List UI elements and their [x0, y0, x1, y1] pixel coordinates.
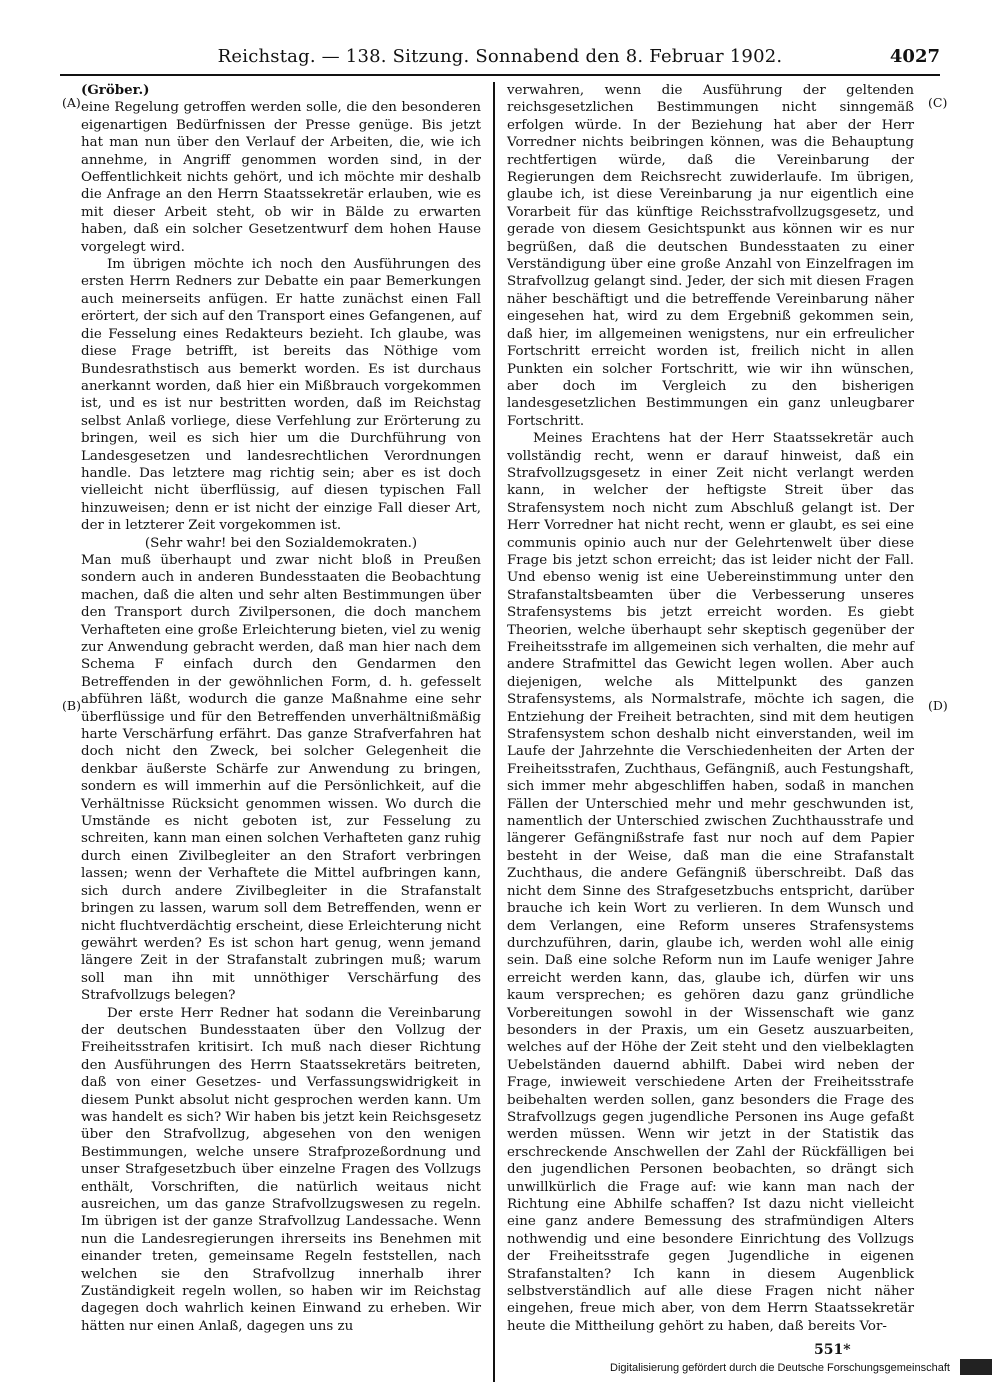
speaker-name: (Gröber.) [81, 82, 150, 98]
paragraph: Man muß überhaupt und zwar nicht bloß in Preußen sondern auch in anderen Bundesstaaten die Beobachtung machen, daß die alten und sehr alten Bestimmungen über den Transport durch Zivilpersonen, die doch manchem Verhafteten eine große Erleichterung bieten, viel zu wenig zur Anwendung gebracht werden, daß man hier nach dem Schema F einfach durch den Gendarmen den Betreffenden in der gewöhnlichen Form, d. h. gefesselt abführen läßt, wodurch die ganze Maßnahme eine sehr überflüssige und für den Betreffenden unverhältnißmäßig harte Verschärfung erfährt. Das ganze Strafverfahren hat doch nicht den Zweck, bei solcher Gelegenheit die denkbar äußerste Schärfe zur Anwendung zu bringen, sondern es will immerhin auf die Persönlichkeit, auf die Verhältnisse Rücksicht genommen wissen. Wo durch die Umstände es nicht geboten ist, zur Fesselung zu schreiten, kann man einen solchen Verhafteten ganz ruhig durch einen Zivilbegleiter an den Strafort verbringen lassen; wenn der Verhaftete die Mittel aufbringen kann, sich durch andere Zivilbegleiter in die Strafanstalt bringen zu lassen, warum soll dem Betreffenden, wenn er nicht fluchtverdächtig erscheint, diese Erleichterung nicht gewährt werden? Es ist schon hart genug, wenn jemand längere Zeit in der Strafanstalt zubringen muß; warum soll man ihn mit unnöthiger Verschärfung des Strafvollzugs belegen? [81, 552, 481, 1004]
margin-marker-d: (D) [928, 698, 948, 713]
paragraph: Meines Erachtens hat der Herr Staatssekretär auch vollständig recht, wenn er darauf hinweist, daß ein Strafvollzugsgesetz in einer Zeit nicht verlangt werden kann, in welcher der heftigste Streit über das Strafensystem noch nicht zum Abschluß gelangt ist. Der Herr Vorredner hat nicht recht, wenn er glaubt, es sei eine communis opinio auch nur der Gelehrtenwelt über diese Frage bis jetzt schon erreicht; das ist leider nicht der Fall. Und ebenso wenig ist eine Uebereinstimmung unter den Strafanstaltsbeamten über die Verbesserung unseres Strafensystems bis jetzt erreicht worden. Es giebt Theorien, welche überhaupt sehr skeptisch gegenüber der Freiheitsstrafe im allgemeinen sich verhalten, die mehr auf andere Strafmittel das Gewicht legen wollen. Aber auch diejenigen, welche als Mittelpunkt des ganzen Strafensystems, als Normalstrafe, möchte ich sagen, die Entziehung der Freiheit betrachten, sind mit dem heutigen Strafensystem schon deshalb nicht einverstanden, weil im Laufe der Jahrzehnte die Verschiedenheiten der Arten der Freiheitsstrafen, Zuchthaus, Gefängniß, auch Festungshaft, sich immer mehr abgeschliffen haben, sodaß in manchen Fällen der Unterschied mehr und mehr geschwunden ist, namentlich der Unterschied zwischen Zuchthausstrafe und längerer Gefängnißstrafe fast nur noch auf dem Papier besteht in der Weise, daß man die eine Strafanstalt Zuchthaus, die andere Gefängniß überschreibt. Daß das nicht dem Sinne des Strafgesetzbuchs entspricht, darüber brauche ich kein Wort zu verlieren. In dem Wunsch und dem Verlangen, eine Reform unseres Strafensystems durchzuführen, darin, glaube ich, werden wohl alle einig sein. Daß eine solche Reform nun im Laufe weniger Jahre erreicht werden kann, das, glaube ich, dürfen wir uns kaum versprechen; es gehören dazu ganz gründliche Vorbereitungen sowohl in der Wissenschaft wie ganz besonders in der Praxis, um ein Gesetz auszuarbeiten, welches auf der Höhe der Zeit steht und den vielbeklagten Uebelständen dauernd abhilft. Dabei wird neben der Frage, inwieweit verschiedene Arten der Freiheitsstrafe beibehalten werden sollen, ganz besonders die Frage des Strafvollzugs gegen jugendliche Personen ins Auge gefaßt werden müssen. Wenn wir jetzt in der Statistik das erschreckende Anschwellen der Zahl der Rückfälligen bei den jugendlichen Personen beobachten, so drängt sich unwillkürlich die Frage auf: wie kann man nach der Richtung eine Abhilfe schaffen? Ist dazu nicht vielleicht eine ganz andere Bemessung des strafmündigen Alters nothwendig und eine besondere Einrichtung des Vollzugs der Freiheitsstrafe gegen Jugendliche in eigenen Strafanstalten? Ich kann in diesem Augenblick selbstverständlich auf alle diese Fragen nicht näher eingehen, freue mich aber, von dem Herrn Staatssekretär heute die Mittheilung gehört zu haben, daß bereits Vor- [507, 431, 914, 1334]
sheet-number: 551* [814, 1342, 851, 1358]
margin-marker-a: (A) [62, 95, 81, 110]
running-title: Reichstag. — 138. Sitzung. Sonnabend den 8. Februar 1902. [217, 46, 783, 67]
paragraph: Im übrigen möchte ich noch den Ausführungen des ersten Herrn Redners zur Debatte ein paar Bemerkungen auch meinerseits anfügen. Er hatte zunächst einen Fall erörtert, der sich auf den Transport eines Gefangenen, auf die Fesselung eines Redakteurs bezieht. Ich glaube, was diese Frage betrifft, ist bereits das Nöthige vom Bundesrathstisch aus bemerkt worden. Es ist durchaus anerkannt worden, daß hier ein Mißbrauch vorgekommen ist, und es ist nur bestritten worden, daß im Reichstag selbst Anlaß vorliege, diese Verfehlung zur Erörterung zu bringen, weil es sich hier um die Durchführung von Landesgesetzen und landesrechtlichen Verordnungen handle. Das letztere mag richtig sein; aber es ist doch vielleicht nicht überflüssig, auf diesen typischen Fall hinzuweisen; denn er ist nicht der einzige Fall dieser Art, der in letzterer Zeit vorgekommen ist. [81, 257, 481, 534]
column-divider [493, 82, 495, 1382]
page-number: 4027 [889, 46, 940, 67]
interjection: (Sehr wahr! bei den Sozialdemokraten.) [144, 535, 418, 551]
right-column [507, 82, 914, 1335]
dfg-logo [960, 1359, 992, 1375]
digitization-note: Digitalisierung gefördert durch die Deutsche Forschungsgemeinschaft [610, 1362, 950, 1374]
left-column [81, 82, 481, 1335]
paragraph: eine Regelung getroffen werden solle, die den besonderen eigenartigen Bedürfnissen der Presse genüge. Bis jetzt hat man nun über den Verlauf der Arbeiten, die, wie ich annehme, in Angriff genommen worden sind, in der Oeffentlichkeit nichts gehört, und ich möchte mir deshalb die Anfrage an den Herrn Staatssekretär erlauben, wie es mit dieser Arbeit steht, ob wir in Bälde zu erwarten haben, daß ein solcher Gesetzentwurf dem hohen Hause vorgelegt wird. [81, 100, 481, 255]
paragraph: Der erste Herr Redner hat sodann die Vereinbarung der deutschen Bundesstaaten über den Vollzug der Freiheitsstrafen kritisirt. Ich muß nach dieser Richtung den Ausführungen des Herrn Staatssekretärs beitreten, daß von einer Gesetzes- und Verfassungswidrigkeit in diesem Punkt absolut nicht gesprochen werden kann. Um was handelt es sich? Wir haben bis jetzt kein Reichsgesetz über den Strafvollzug, abgesehen von den wenigen Bestimmungen, welche unsere Strafprozeßordnung und unser Strafgesetzbuch über einzelne Fragen des Vollzugs enthält, Vorschriften, die natürlich weitaus nicht ausreichen, um das ganze Strafvollzugswesen zu regeln. Im übrigen ist der ganze Strafvollzug Landessache. Wenn nun die Landesregierungen ihrerseits ins Benehmen mit einander treten, gemeinsame Regeln feststellen, nach welchen sie den Strafvollzug innerhalb ihrer Zuständigkeit regeln wollen, so haben wir im Reichstag dagegen doch wahrlich keinen Einwand zu erheben. Wir hätten nur einen Anlaß, dagegen uns zu [81, 1005, 481, 1334]
page-header [60, 40, 940, 76]
paragraph: verwahren, wenn die Ausführung der geltenden reichsgesetzlichen Bestimmungen nicht sinngemäß erfolgen würde. In der Beziehung hat aber der Herr Vorredner nichts beibringen können, was die Behauptung rechtfertigen würde, daß die Vereinbarung der Regierungen dem Reichsrecht zuwiderlaufe. Im übrigen, glaube ich, ist diese Vereinbarung ja nur eigentlich eine Vorarbeit für das künftige Reichsstrafvollzugsgesetz, und gerade von diesem Gesichtspunkt aus können wir es nur begrüßen, daß die deutschen Bundesstaaten zu einer Verständigung über eine große Anzahl von Einzelfragen im Strafvollzug gelangt sind. Jeder, der sich mit diesen Fragen näher beschäftigt und die betreffende Vereinbarung näher eingesehen hat, wird zu dem Ergebniß gekommen sein, daß hier, im allgemeinen wenigstens, nur ein erfreulicher Fortschritt erreicht worden ist, freilich nicht in allen Punkten ein solcher Fortschritt, wie wir ihn wünschen, aber doch im Vergleich zu den bisherigen landesgesetzlichen Bestimmungen ein ganz unleugbarer Fortschritt. [507, 83, 914, 429]
margin-marker-c: (C) [928, 95, 948, 110]
margin-marker-b: (B) [62, 698, 81, 713]
